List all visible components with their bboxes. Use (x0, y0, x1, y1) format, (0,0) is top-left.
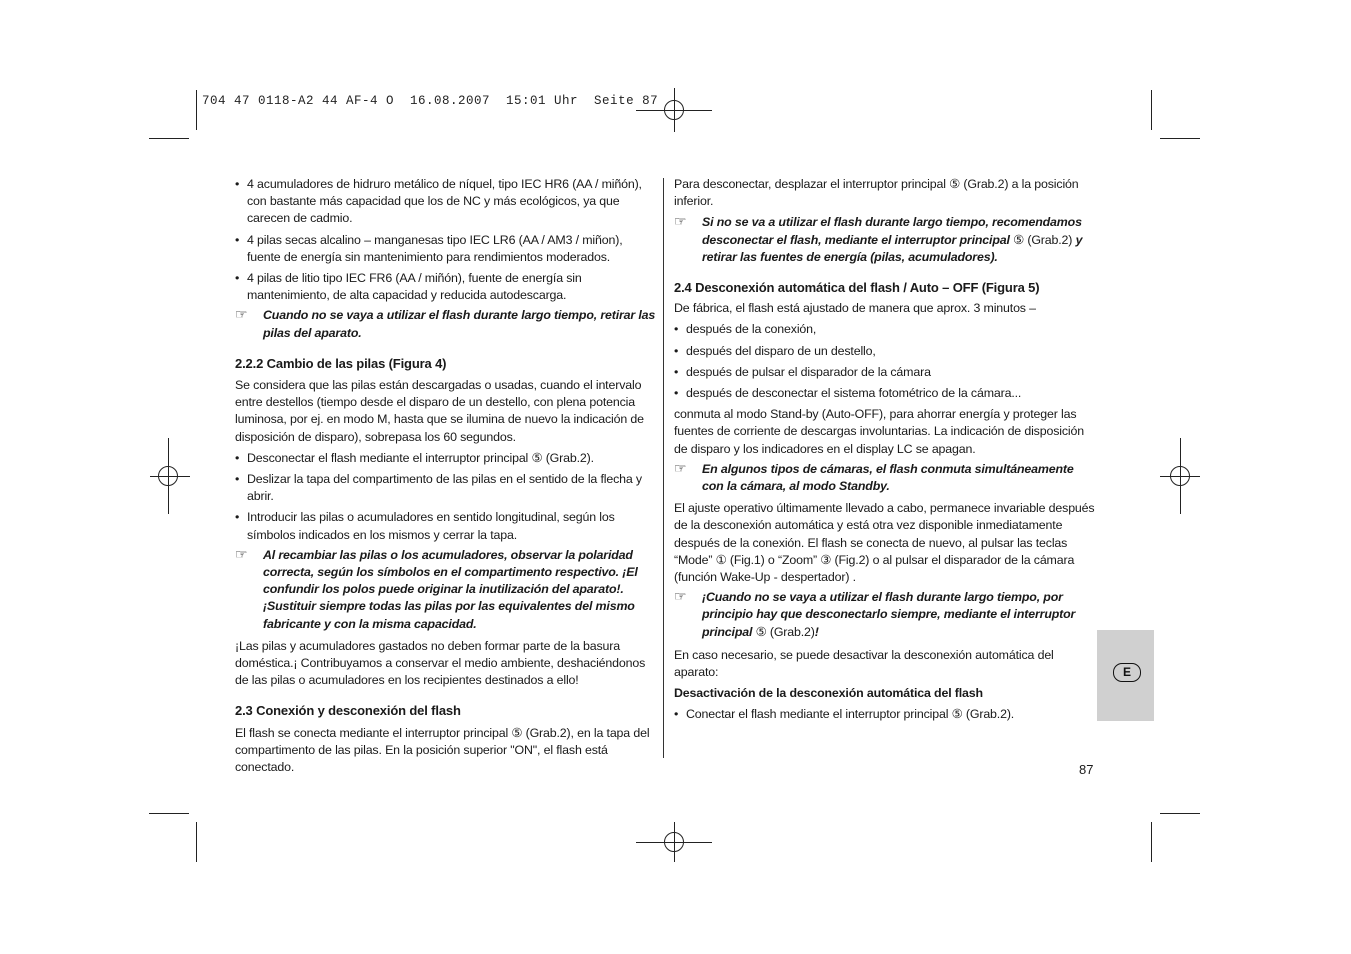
pointing-hand-icon: ☞ (235, 306, 248, 323)
paragraph: El flash se conecta mediante el interruptor principal ⑤ (Grab.2), en la tapa del compartimento de las pilas. En la posición superior "ON", el flash está conectado. (235, 725, 650, 775)
note-paragraph: ☞ Al recambiar las pilas o los acumuladores, observar la polaridad correcta, según los símbolos en el compartimento respectivo. ¡El confundir los polos puede originar la inutilización del aparato!. ¡Sustituir siempre todas las pilas por las equivalentes del mismo fabricante y con la misma capacidad. (235, 545, 638, 631)
paragraph: conmuta al modo Stand-by (Auto-OFF), para ahorrar energía y proteger las fuentes de corriente de descargas involuntarias. La indicación de disposición de disparo y los indicadores en el display LC se apagan. (674, 407, 1084, 456)
paragraph: ¡Las pilas y acumuladores gastados no deben formar parte de la basura doméstica.¡ Contribuyamos a conservar el medio ambiente, deshaciéndonos de las pilas o acumuladores en los recipientes destinados a ello! (235, 638, 646, 688)
subheading: Desactivación de la desconexión automática del flash (674, 686, 983, 701)
right-column (674, 176, 1095, 724)
paragraph: En caso necesario, se puede desactivar la desconexión automática del aparato: (674, 647, 1054, 680)
paragraph: De fábrica, el flash está ajustado de manera que aprox. 3 minutos – (674, 301, 1036, 316)
paragraph: Para desconectar, desplazar el interruptor principal ⑤ (Grab.2) a la posición inferior. (674, 177, 1079, 209)
pointing-hand-icon: ☞ (235, 545, 248, 562)
note-paragraph: ☞ Cuando no se vaya a utilizar el flash durante largo tiempo, retirar las pilas del aparato. (235, 306, 656, 340)
list-item: • Desconectar el flash mediante el interruptor principal ⑤ (Grab.2). (235, 450, 656, 467)
list-item: • después de pulsar el disparador de la cámara (674, 364, 1095, 381)
section-heading: 2.2.2 Cambio de las pilas (Figura 4) (235, 355, 447, 371)
note-paragraph: ☞ ¡Cuando no se vaya a utilizar el flash durante largo tiempo, por principio hay que desconectarlo siempre, mediante el interruptor principal ⑤ (Grab.2)! (674, 588, 1076, 639)
list-item: • Conectar el flash mediante el interruptor principal ⑤ (Grab.2). (674, 706, 1095, 723)
crop-mark (149, 138, 189, 139)
crop-mark (196, 90, 197, 130)
crop-mark (1160, 138, 1200, 139)
crop-mark (149, 813, 189, 814)
language-badge: E (1113, 663, 1141, 682)
list-item: • después de la conexión, (674, 321, 1095, 338)
list-item: • Deslizar la tapa del compartimento de las pilas en el sentido de la flecha y abrir. (235, 471, 656, 505)
list-item: • después del disparo de un destello, (674, 343, 1095, 360)
print-header: 704 47 0118-A2 44 AF-4 O 16.08.2007 15:01 Uhr Seite 87 (202, 94, 659, 108)
list-item: • Introducir las pilas o acumuladores en sentido longitudinal, según los símbolos indicados en los mismos y cerrar la tapa. (235, 509, 656, 543)
column-divider (663, 178, 664, 758)
paragraph: Se considera que las pilas están descargadas o usadas, cuando el intervalo entre destellos (tiempo desde el disparo de un destello, con plena potencia luminosa, por ej. en modo M, hasta que se ilumina de nuevo la indicación de disposición de disparo), sobrepasa los 60 segundos. (235, 378, 644, 444)
crop-mark (196, 822, 197, 862)
note-paragraph: ☞ Si no se va a utilizar el flash durante largo tiempo, recomendamos desconectar el flash, mediante el interruptor principal ⑤ (Grab.2) y retirar las fuentes de energía (pilas, acumuladores). (674, 213, 1083, 264)
paragraph: El ajuste operativo últimamente llevado a cabo, permanece invariable después de la desconexión automática y está otra vez disponible inmediatamente después de la conexión. El flash se conecta de nuevo, al pulsar las teclas “Mode” ① (Fig.1) o “Zoom” ③ (Fig.2) o al pulsar el disparador de la cámara (función Wake-Up - despertador) . (674, 501, 1095, 585)
list-item: • 4 pilas de litio tipo IEC FR6 (AA / miñón), fuente de energía sin mantenimiento, de alta capacidad y reducida autodescarga. (235, 270, 656, 304)
list-item: • 4 pilas secas alcalino – manganesas tipo IEC LR6 (AA / AM3 / miñon), fuente de energía sin mantenimiento para rendimientos moderados. (235, 232, 656, 266)
note-paragraph: ☞ En algunos tipos de cámaras, el flash conmuta simultáneamente con la cámara, al modo Standby. (674, 459, 1074, 494)
crop-mark (1151, 90, 1152, 130)
language-tab (1097, 630, 1154, 721)
list-item: • después de desconectar el sistema fotométrico de la cámara... (674, 385, 1095, 402)
pointing-hand-icon: ☞ (674, 459, 687, 476)
pointing-hand-icon: ☞ (674, 213, 687, 230)
page-number: 87 (1079, 762, 1094, 777)
crop-mark (1160, 813, 1200, 814)
pointing-hand-icon: ☞ (674, 588, 687, 605)
left-column (235, 176, 656, 776)
section-heading: 2.3 Conexión y desconexión del flash (235, 703, 461, 719)
list-item: • 4 acumuladores de hidruro metálico de níquel, tipo IEC HR6 (AA / miñón), con bastante más capacidad que los de NC y más ecológicos, ya que carecen de cadmio. (235, 176, 656, 228)
section-heading: 2.4 Desconexión automática del flash / Auto – OFF (Figura 5) (674, 280, 1040, 296)
crop-mark (1151, 822, 1152, 862)
